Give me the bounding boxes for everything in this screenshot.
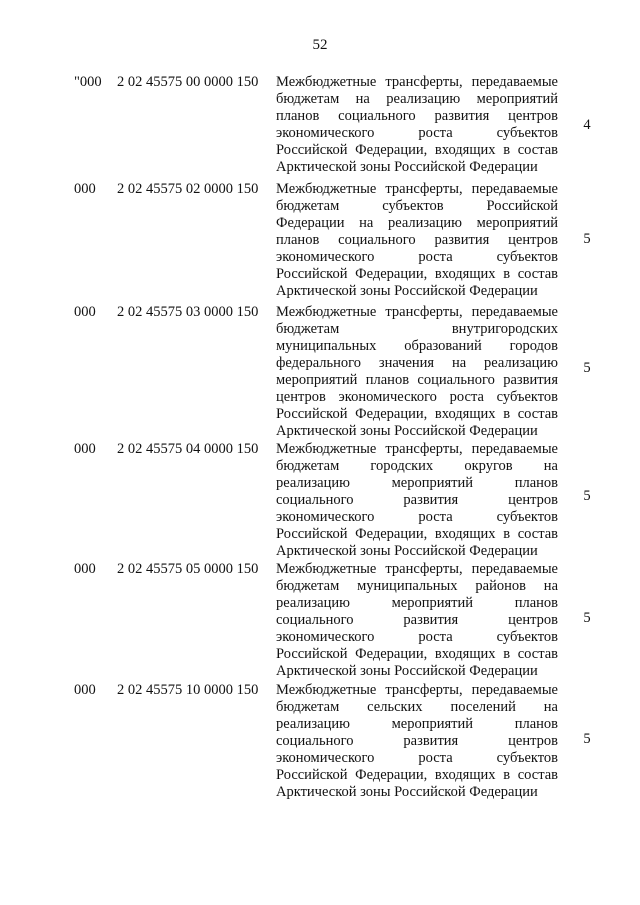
description-line: Арктической зоны Российской Федерации (276, 784, 538, 800)
description-line: центров экономического роста субъектов (276, 389, 558, 405)
revenue-description (276, 74, 558, 176)
percent-value: 5 (583, 488, 591, 504)
description-line: Межбюджетные трансферты, передаваемые (276, 74, 558, 90)
description-line: экономического роста субъектов (276, 509, 558, 525)
page-number: 52 (312, 37, 328, 53)
description-line: муниципальных образований городов (276, 338, 558, 354)
description-line: Межбюджетные трансферты, передаваемые (276, 441, 558, 457)
revenue-description (276, 561, 558, 680)
description-line: Арктической зоны Российской Федерации (276, 283, 538, 299)
budget-classification-code: 2 02 45575 03 0000 150 (117, 304, 259, 320)
description-line: Арктической зоны Российской Федерации (276, 423, 538, 439)
description-line: Российской Федерации, входящих в состав (276, 406, 558, 422)
percent-value: 5 (583, 360, 591, 376)
budget-classification-code: 2 02 45575 04 0000 150 (117, 441, 259, 457)
admin-code: 000 (74, 181, 96, 197)
budget-classification-code: 2 02 45575 05 0000 150 (117, 561, 259, 577)
budget-classification-code: 2 02 45575 10 0000 150 (117, 682, 259, 698)
description-line: Арктической зоны Российской Федерации (276, 663, 538, 679)
description-line: экономического роста субъектов (276, 249, 558, 265)
description-line: планов социального развития центров (276, 232, 558, 248)
description-line: социального развития центров (276, 733, 558, 749)
description-line: Российской Федерации, входящих в состав (276, 526, 558, 542)
admin-code: 000 (74, 441, 96, 457)
admin-code: 000 (74, 561, 96, 577)
description-line: Арктической зоны Российской Федерации (276, 159, 538, 175)
description-line: реализацию мероприятий планов (276, 595, 558, 611)
budget-classification-code: 2 02 45575 00 0000 150 (117, 74, 259, 90)
description-line: социального развития центров (276, 612, 558, 628)
description-line: экономического роста субъектов (276, 125, 558, 141)
revenue-description (276, 682, 558, 801)
percent-value: 5 (583, 610, 591, 626)
description-line: мероприятий планов социального развития (276, 372, 558, 388)
revenue-description (276, 441, 558, 560)
admin-code: "000 (74, 74, 102, 90)
description-line: Российской Федерации, входящих в состав (276, 767, 558, 783)
admin-code: 000 (74, 682, 96, 698)
revenue-description (276, 304, 558, 440)
description-line: Межбюджетные трансферты, передаваемые (276, 181, 558, 197)
description-line: экономического роста субъектов (276, 629, 558, 645)
description-line: Межбюджетные трансферты, передаваемые (276, 561, 558, 577)
description-line: Межбюджетные трансферты, передаваемые (276, 682, 558, 698)
description-line: социального развития центров (276, 492, 558, 508)
description-line: бюджетам субъектов Российской (276, 198, 558, 214)
description-line: бюджетам городских округов на (276, 458, 558, 474)
description-line: бюджетам сельских поселений на (276, 699, 558, 715)
percent-value: 5 (583, 731, 591, 747)
description-line: Межбюджетные трансферты, передаваемые (276, 304, 558, 320)
description-line: Российской Федерации, входящих в состав (276, 142, 558, 158)
budget-classification-code: 2 02 45575 02 0000 150 (117, 181, 259, 197)
admin-code: 000 (74, 304, 96, 320)
description-line: федерального значения на реализацию (276, 355, 558, 371)
description-line: Российской Федерации, входящих в состав (276, 266, 558, 282)
description-line: экономического роста субъектов (276, 750, 558, 766)
revenue-description (276, 181, 558, 300)
description-line: Федерации на реализацию мероприятий (276, 215, 558, 231)
percent-value: 4 (583, 117, 591, 133)
description-line: планов социального развития центров (276, 108, 558, 124)
percent-value: 5 (583, 231, 591, 247)
description-line: бюджетам на реализацию мероприятий (276, 91, 558, 107)
description-line: Арктической зоны Российской Федерации (276, 543, 538, 559)
description-line: Российской Федерации, входящих в состав (276, 646, 558, 662)
description-line: бюджетам муниципальных районов на (276, 578, 558, 594)
description-line: реализацию мероприятий планов (276, 716, 558, 732)
description-line: бюджетам внутригородских (276, 321, 558, 337)
description-line: реализацию мероприятий планов (276, 475, 558, 491)
